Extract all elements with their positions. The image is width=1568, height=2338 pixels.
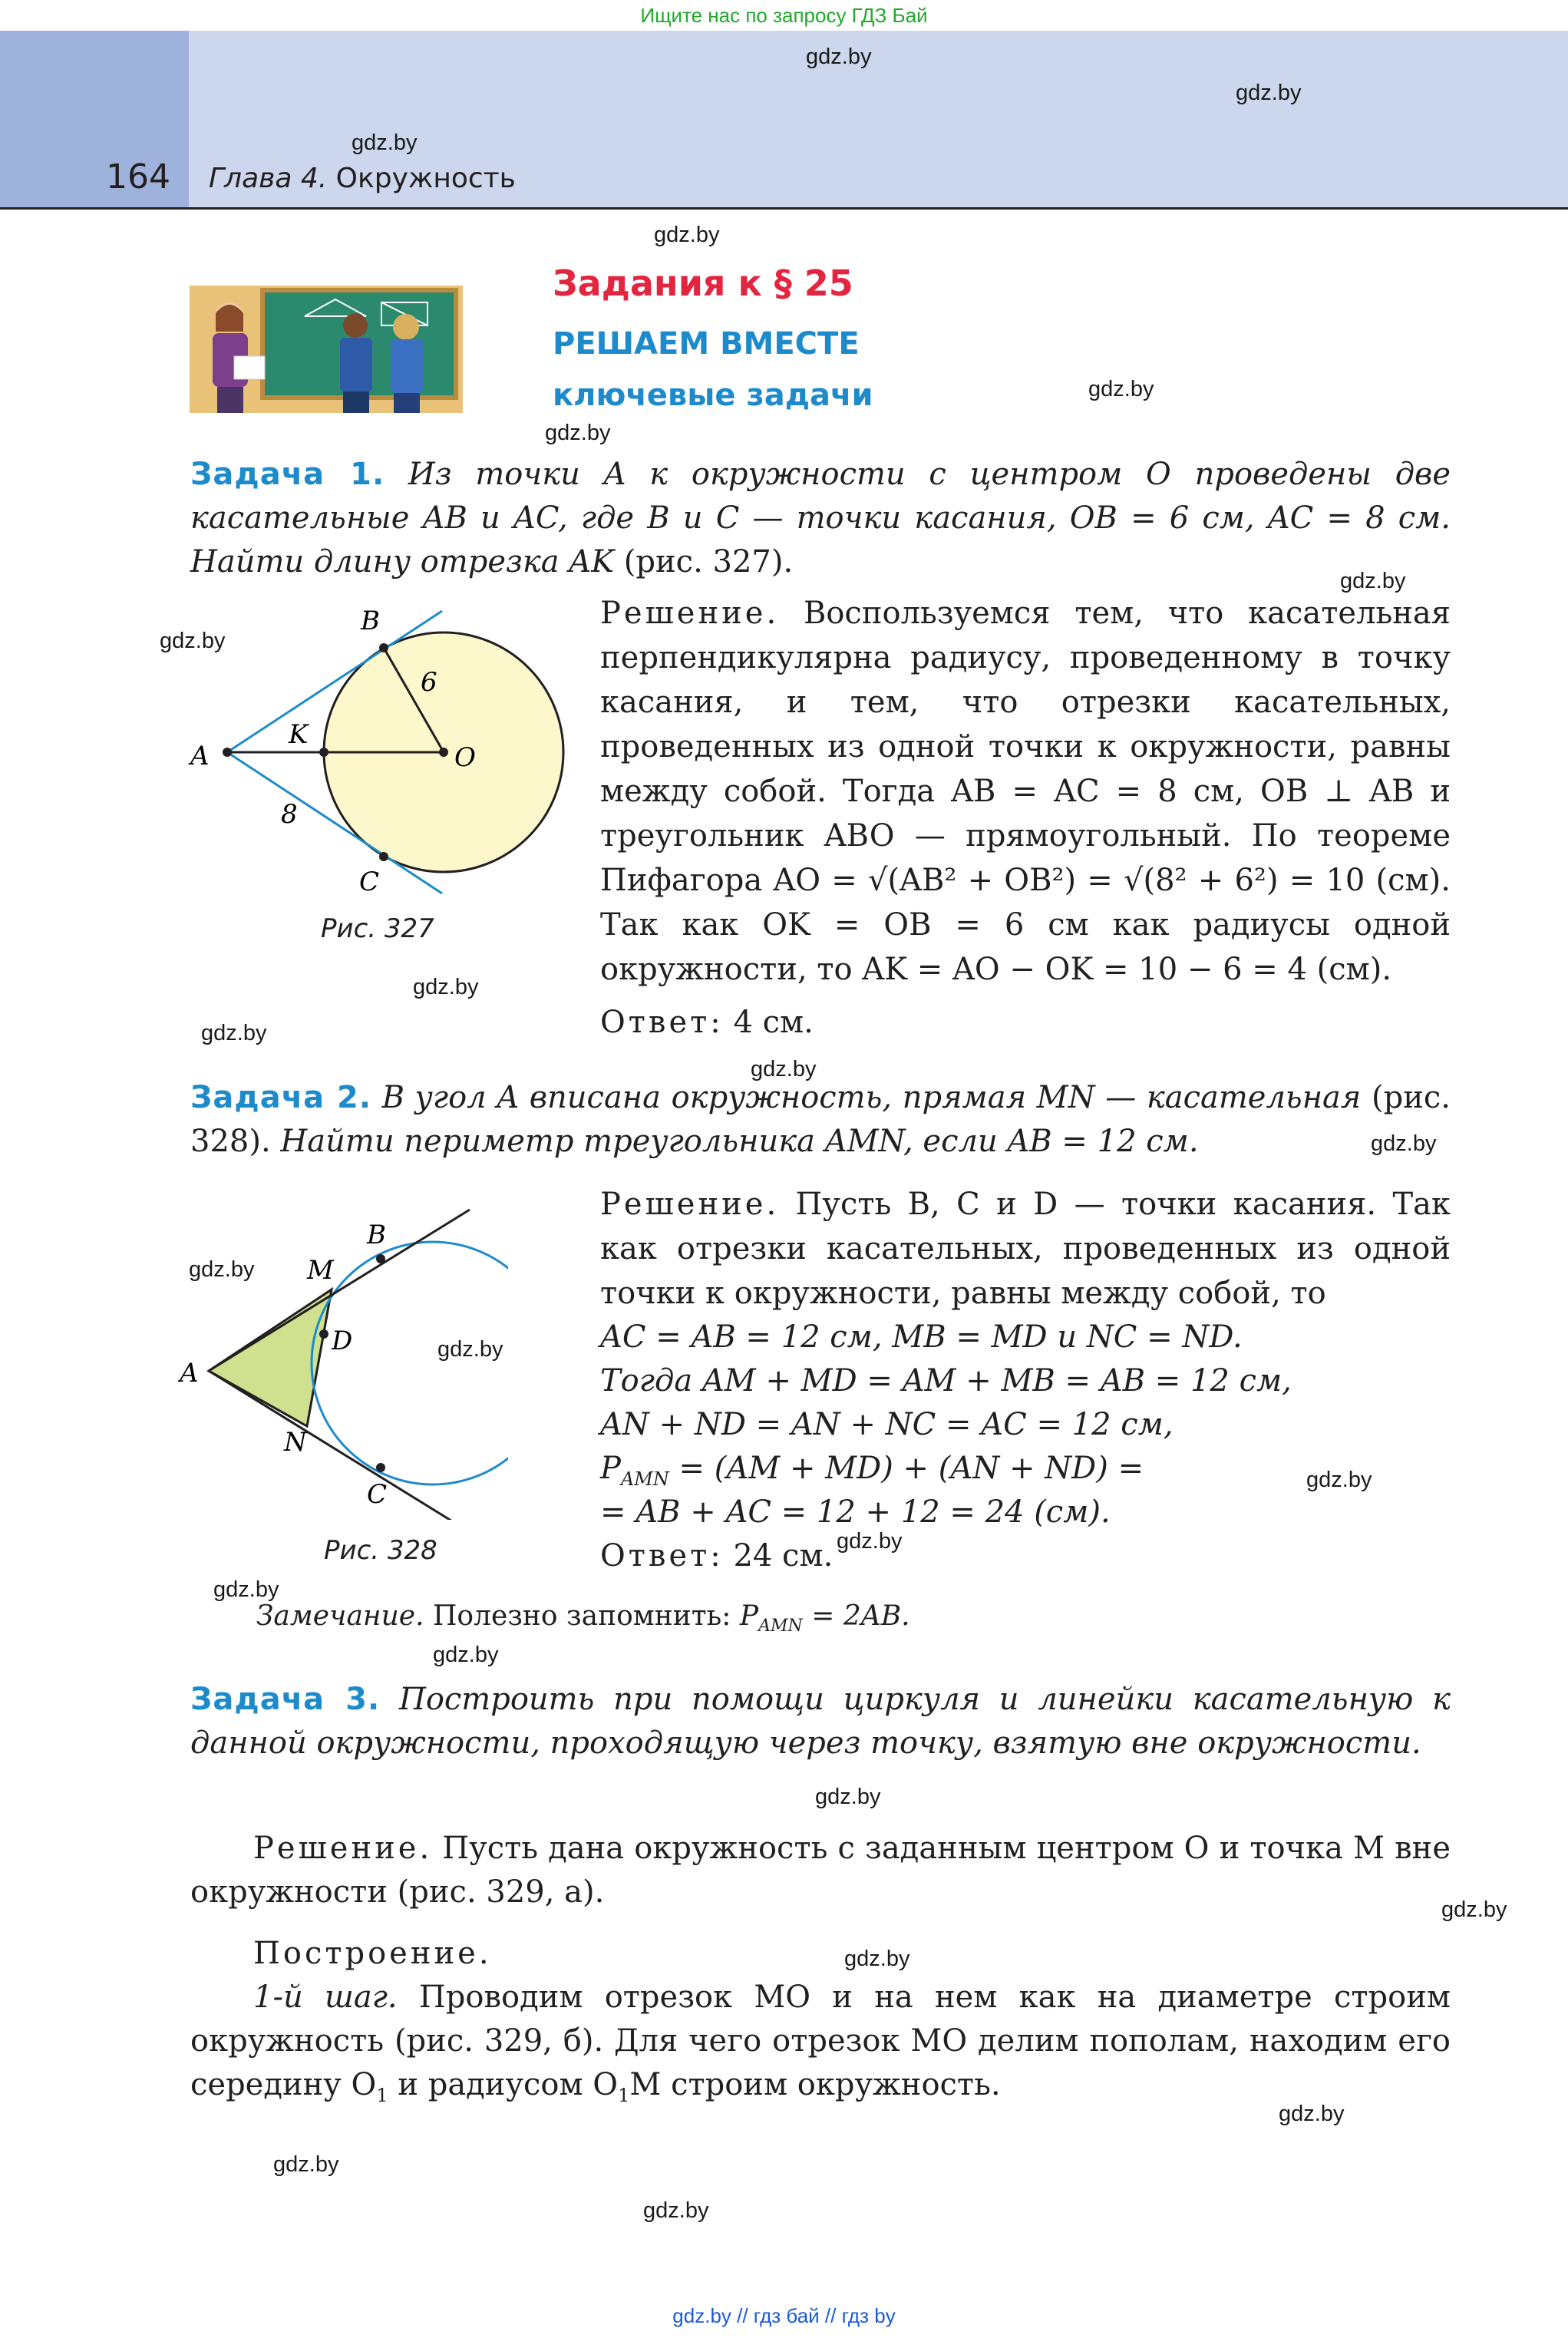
watermark: gdz.by bbox=[273, 2152, 339, 2177]
fig327-label-8: 8 bbox=[281, 799, 298, 830]
watermark: gdz.by bbox=[160, 629, 226, 653]
fig328-label-b: B bbox=[367, 1220, 386, 1250]
task2-line3: AN + ND = AN + NC = AC = 12 см, bbox=[600, 1407, 1174, 1442]
fig328-label-a: A bbox=[180, 1358, 199, 1389]
watermark: gdz.by bbox=[1371, 1131, 1437, 1156]
watermark: gdz.by bbox=[1306, 1468, 1372, 1492]
top-banner[interactable]: Ищите нас по запросу ГДЗ Бай bbox=[640, 4, 928, 27]
fig328-label-d: D bbox=[332, 1326, 353, 1356]
task2-line5: = AB + AC = 12 + 12 = 24 (см). bbox=[600, 1494, 1111, 1530]
task2-line1: AC = AB = 12 см, MB = MD и NC = ND. bbox=[600, 1319, 1243, 1355]
watermark: gdz.by bbox=[1279, 2102, 1345, 2126]
task3-solution: Решение. Пусть дана окружность с заданным центром O и точка M вне окружности (рис. 329, а). bbox=[190, 1831, 1451, 1910]
section-subtitle: РЕШАЕМ ВМЕСТЕ bbox=[553, 326, 860, 362]
watermark: gdz.by bbox=[545, 421, 611, 445]
watermark: gdz.by bbox=[751, 1057, 817, 1081]
section-title: Задания к § 25 bbox=[553, 263, 853, 304]
task1-statement: Задача 1. Из точки A к окружности с центром O проведены две касательные AB и AC, где B и C — точки касания, OB = 6 см, AC = 8 см. Найти длину отрезка AK (рис. 327). bbox=[190, 457, 1451, 580]
fig328-label-c: C bbox=[367, 1479, 388, 1510]
fig327-label-c: C bbox=[359, 867, 380, 897]
watermark: gdz.by bbox=[1236, 81, 1302, 105]
watermark: gdz.by bbox=[815, 1785, 881, 1809]
task2-statement: Задача 2. В угол A вписана окружность, прямая MN — касательная (рис. 328). Найти периметр треугольника AMN, если AB = 12 см. bbox=[190, 1080, 1451, 1159]
task2-solution: Решение. Пусть B, C и D — точки касания. Так как отрезки касательных, проведенных из одной точки к окружности, равны между собой, то bbox=[600, 1187, 1451, 1311]
fig327-label-6: 6 bbox=[421, 667, 437, 698]
watermark: gdz.by bbox=[654, 223, 720, 247]
watermark: gdz.by bbox=[189, 1257, 255, 1282]
fig327-label-o: O bbox=[454, 742, 476, 773]
fig327-label-a: A bbox=[190, 741, 210, 771]
watermark: gdz.by bbox=[1441, 1897, 1507, 1922]
task2-line2: Тогда AM + MD = AM + MB = AB = 12 см, bbox=[600, 1363, 1292, 1399]
watermark: gdz.by bbox=[837, 1529, 903, 1554]
fig327-label-k: K bbox=[289, 719, 309, 750]
watermark: gdz.by bbox=[352, 130, 418, 155]
classroom-illustration bbox=[190, 286, 463, 413]
task3-construction-heading: Построение. bbox=[253, 1936, 492, 1971]
figure-327 bbox=[184, 606, 583, 959]
watermark: gdz.by bbox=[437, 1337, 503, 1362]
watermark: gdz.by bbox=[844, 1947, 910, 1971]
task2-remark: Замечание. Полезно запомнить: $P_{AMN} = 2AB$. bbox=[256, 1600, 910, 1636]
task1-solution: Решение. Воспользуемся тем, что касательная перпендикулярна радиусу, проведенному в точку касания, и тем, что отрезки касательных, проведенных из одной точки к окружности, равны между собой. Тогда AB = AC = 8 см, OB ⊥ AB и треугольник ABO — прямоугольный. По теореме Пифагора AO = √(AB² + OB²) = √(8² + 6²) = 10 (см). Так как OK = OB = 6 см как радиусы одной окружности, то AK = AO − OK = 10 − 6 = 4 (см). bbox=[600, 596, 1451, 987]
page-number: 164 bbox=[106, 157, 170, 196]
figure-327-caption: Рис. 327 bbox=[321, 913, 434, 944]
header-rule bbox=[0, 207, 1568, 210]
task3-statement: Задача 3. Построить при помощи циркуля и линейки касательную к данной окружности, проходящую через точку, взятую вне окружности. bbox=[190, 1682, 1451, 1761]
task2-answer: Ответ: 24 см. bbox=[600, 1538, 834, 1574]
circle-inscribed bbox=[312, 1242, 508, 1484]
chapter-title: Глава 4. Окружность bbox=[209, 163, 516, 194]
figure-328 bbox=[178, 1197, 508, 1520]
watermark: gdz.by bbox=[413, 975, 479, 999]
watermark: gdz.by bbox=[213, 1577, 279, 1602]
task1-answer: Ответ: 4 см. bbox=[600, 1005, 814, 1040]
watermark: gdz.by bbox=[1088, 377, 1154, 401]
watermark: gdz.by bbox=[433, 1643, 499, 1667]
section-subtitle-key-tasks: ключевые задачи bbox=[553, 378, 873, 413]
fig328-label-n: N bbox=[284, 1427, 307, 1458]
watermark: gdz.by bbox=[806, 45, 872, 69]
task2-line4: $P_{AMN} = (AM + MD) + (AN + ND)$ = bbox=[600, 1451, 1144, 1490]
fig328-label-m: M bbox=[307, 1255, 334, 1286]
bottom-links[interactable]: gdz.by // гдз бай // гдз by bbox=[672, 2304, 896, 2327]
watermark: gdz.by bbox=[1340, 569, 1406, 593]
fig327-label-b: B bbox=[361, 606, 380, 636]
watermark: gdz.by bbox=[643, 2198, 709, 2223]
figure-328-caption: Рис. 328 bbox=[324, 1535, 437, 1566]
triangle-amn bbox=[209, 1290, 332, 1426]
task3-step1: 1-й шаг. Проводим отрезок MO и на нем как на диаметре строим окружность (рис. 329, б). Для чего отрезок MO делим пополам, находим его середину $O_1$ и радиусом $O_1M$ строим окружность. bbox=[190, 1980, 1451, 2106]
watermark: gdz.by bbox=[201, 1021, 267, 1045]
